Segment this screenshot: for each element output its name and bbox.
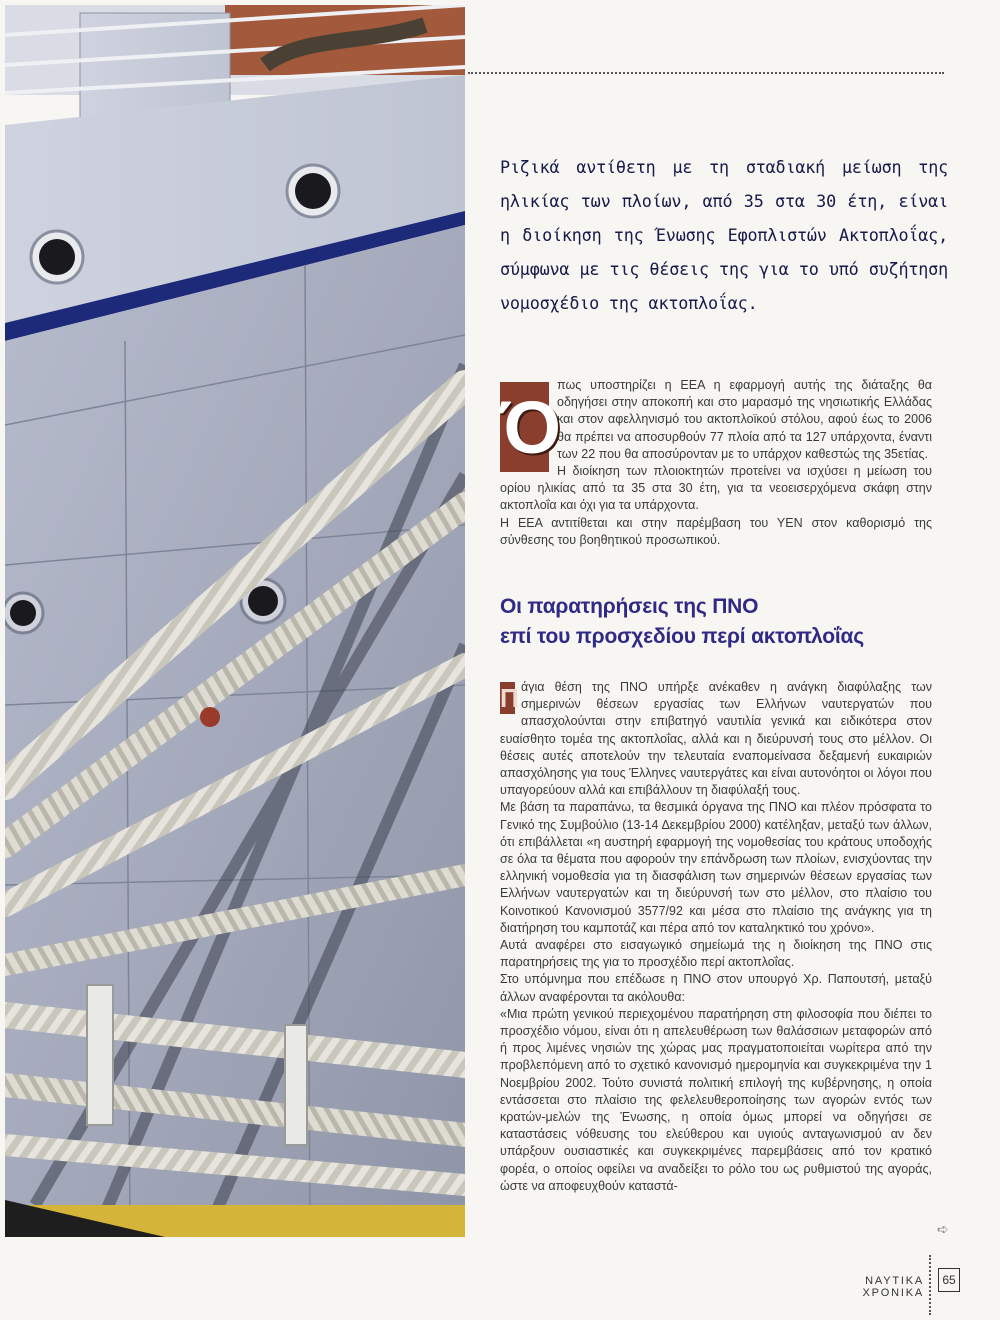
porthole bbox=[5, 593, 43, 633]
section-pno-remarks bbox=[500, 679, 932, 1195]
ship-hull-illustration bbox=[5, 5, 465, 1237]
top-dotted-rule bbox=[468, 72, 944, 74]
drop-cap: Π bbox=[500, 683, 519, 713]
footer-dotted-rule bbox=[929, 1255, 931, 1315]
drop-cap: Ό bbox=[500, 382, 549, 472]
body-paragraph: Αυτά αναφέρει στο εισαγωγικό σημείωμά της η διοίκηση της ΠΝΟ στις παρατηρήσεις της για το προσχέδιο περί ακτοπλοΐας. bbox=[500, 938, 932, 970]
lead-paragraph: Ριζικά αντίθετη με τη σταδιακή μείωση της ηλικίας των πλοίων, από 35 στα 30 έτη, είναι η διοίκηση της Ένωσης Εφοπλιστών Ακτοπλοΐας, σύμφωνα με τις θέσεις της για το υπό συζήτηση νομοσχέδιο της ακτοπλοΐας. bbox=[500, 157, 948, 313]
heading-line: επί του προσχεδίου περί ακτοπλοΐας bbox=[500, 625, 864, 648]
body-paragraph: Η διοίκηση των πλοιοκτητών προτείνει να ισχύσει η μείωση του ορίου ηλικίας από τα 35 στα 30 έτη, για τα νεοεισερχόμενα σκάφη στην ακτοπλοΐα και όχι για τα υπάρχοντα. bbox=[500, 464, 932, 513]
magazine-title: ΝΑΥΤΙΚΑ ΧΡΟΝΙΚΑ bbox=[862, 1275, 924, 1299]
section-ena-opinion bbox=[500, 377, 932, 549]
porthole bbox=[31, 231, 83, 283]
ship-hull-photo bbox=[5, 5, 465, 1237]
porthole bbox=[287, 165, 339, 217]
body-paragraph: Η ΕΕΑ αντιτίθεται και στην παρέμβαση του ΥΕΝ στον καθορισμό της σύνθεσης του βοηθητικού προσωπικού. bbox=[500, 515, 932, 547]
body-paragraph: «Μια πρώτη γενικού περιεχομένου παρατήρηση στη φιλοσοφία που διέπει το προσχέδιο νόμου, είναι ότι η απελευθέρωση των θαλάσσιων μεταφορών από ή προς λιμένες νησιών της χώρας μας πραγματοποιείται νωρίτερα από την προβλεπόμενη από το σχετικό κανονισμό ημερομηνία και συγκεκριμένα την 1 Νοεμβρίου 2002. Τούτο συνιστά πολιτική επιλογή της κυβέρνησης, η οποία εντάσσεται στο πλαίσιο της φελελευθεροποίησης των αγορών εντός των κρατών-μελών της Ένωσης, η οποία όμως μπορεί να οδηγήσει σε καταστάσεις νόθευσης του ελεύθερου και υγιούς ανταγωνισμού αν δεν υπάρξουν ουσιαστικές και συγκεκριμένες παρεμβάσεις από τον κρατικό φορέα, ο οποίος οφείλει να αναδείξει το ρόλο του ως ρυθμιστού της αγοράς, ώστε να αποφευχθούν καταστά- bbox=[500, 1006, 932, 1193]
body-paragraph: άγια θέση της ΠΝΟ υπήρξε ανέκαθεν η ανάγκη διαφύλαξης των σημερινών θέσεων εργασίας των Ελλήνων ναυτεργατών που απασχολούνται στην επιβατηγό ναυτιλία γενικά και ειδικότερα στον ευαίσθητο τομέα της ακτοπλοΐας, αλλά και η διεύρυνσή τους στο μέλλον. Οι θέσεις αυτές αποτελούν την τελευταία εναπομείνασα δεξαμενή ευκαιριών απασχόλησης για τους Έλληνες ναυτεργάτες και είναι αυτονόητοι οι λόγοι που υπαγορεύουν αλλά και επιβάλλουν τη διαφύλαξή τους. bbox=[500, 680, 932, 798]
body-paragraph: Με βάση τα παραπάνω, τα θεσμικά όργανα της ΠΝΟ και πλέον πρόσφατα το Γενικό της Συμβούλιο (13-14 Δεκεμβρίου 2000) κατέληξαν, μεταξύ των άλλων, ότι επιβάλλεται «η αυστηρή εφαρμογή της νομοθεσίας του κράτους υποδοχής σε όλα τα θέματα που αφορούν την επάνδρωση των πλοίων, ενισχύοντας την ελληνική νομοθεσία για τη διασφάλιση των σημερινών θέσεων εργασίας των Ελλήνων ναυτεργατών και τη διεύρυνσή των στο μέλλον, στο πλαίσιο του Κοινοτικού Κανονισμού 3577/92 και μέσα στο πλαίσιο της ανάγκης για τη διατήρηση του καμποτάζ και πέρα από τον καταληκτικό του χρόνο». bbox=[500, 800, 932, 935]
body-paragraph: Στο υπόμνημα που επέδωσε η ΠΝΟ στον υπουργό Χρ. Παπουτσή, μεταξύ άλλων αναφέρονται τα ακόλουθα: bbox=[500, 972, 932, 1004]
section-heading bbox=[500, 592, 940, 652]
page-number: 65 bbox=[938, 1268, 960, 1292]
heading-line: Οι παρατηρήσεις της ΠΝΟ bbox=[500, 595, 759, 618]
body-paragraph: πως υποστηρίζει η ΕΕΑ η εφαρμογή αυτής της διάταξης θα οδηγήσει στην αποκοπή και στο μαρασμό της νησιωτικής Ελλάδας και στον αφελληνισμό του ακτοπλοϊκού στόλου, αφού έως το 2006 θα πρέπει να αποσυρθούν 77 πλοία από τα 127 υπάρχοντα, έναντι των 22 που θα αποσύρονταν με το υπάρχον καθεστώς της 35ετίας. bbox=[557, 378, 932, 461]
rope-knot bbox=[200, 707, 220, 727]
continue-arrow-icon: ➪ bbox=[937, 1221, 949, 1237]
